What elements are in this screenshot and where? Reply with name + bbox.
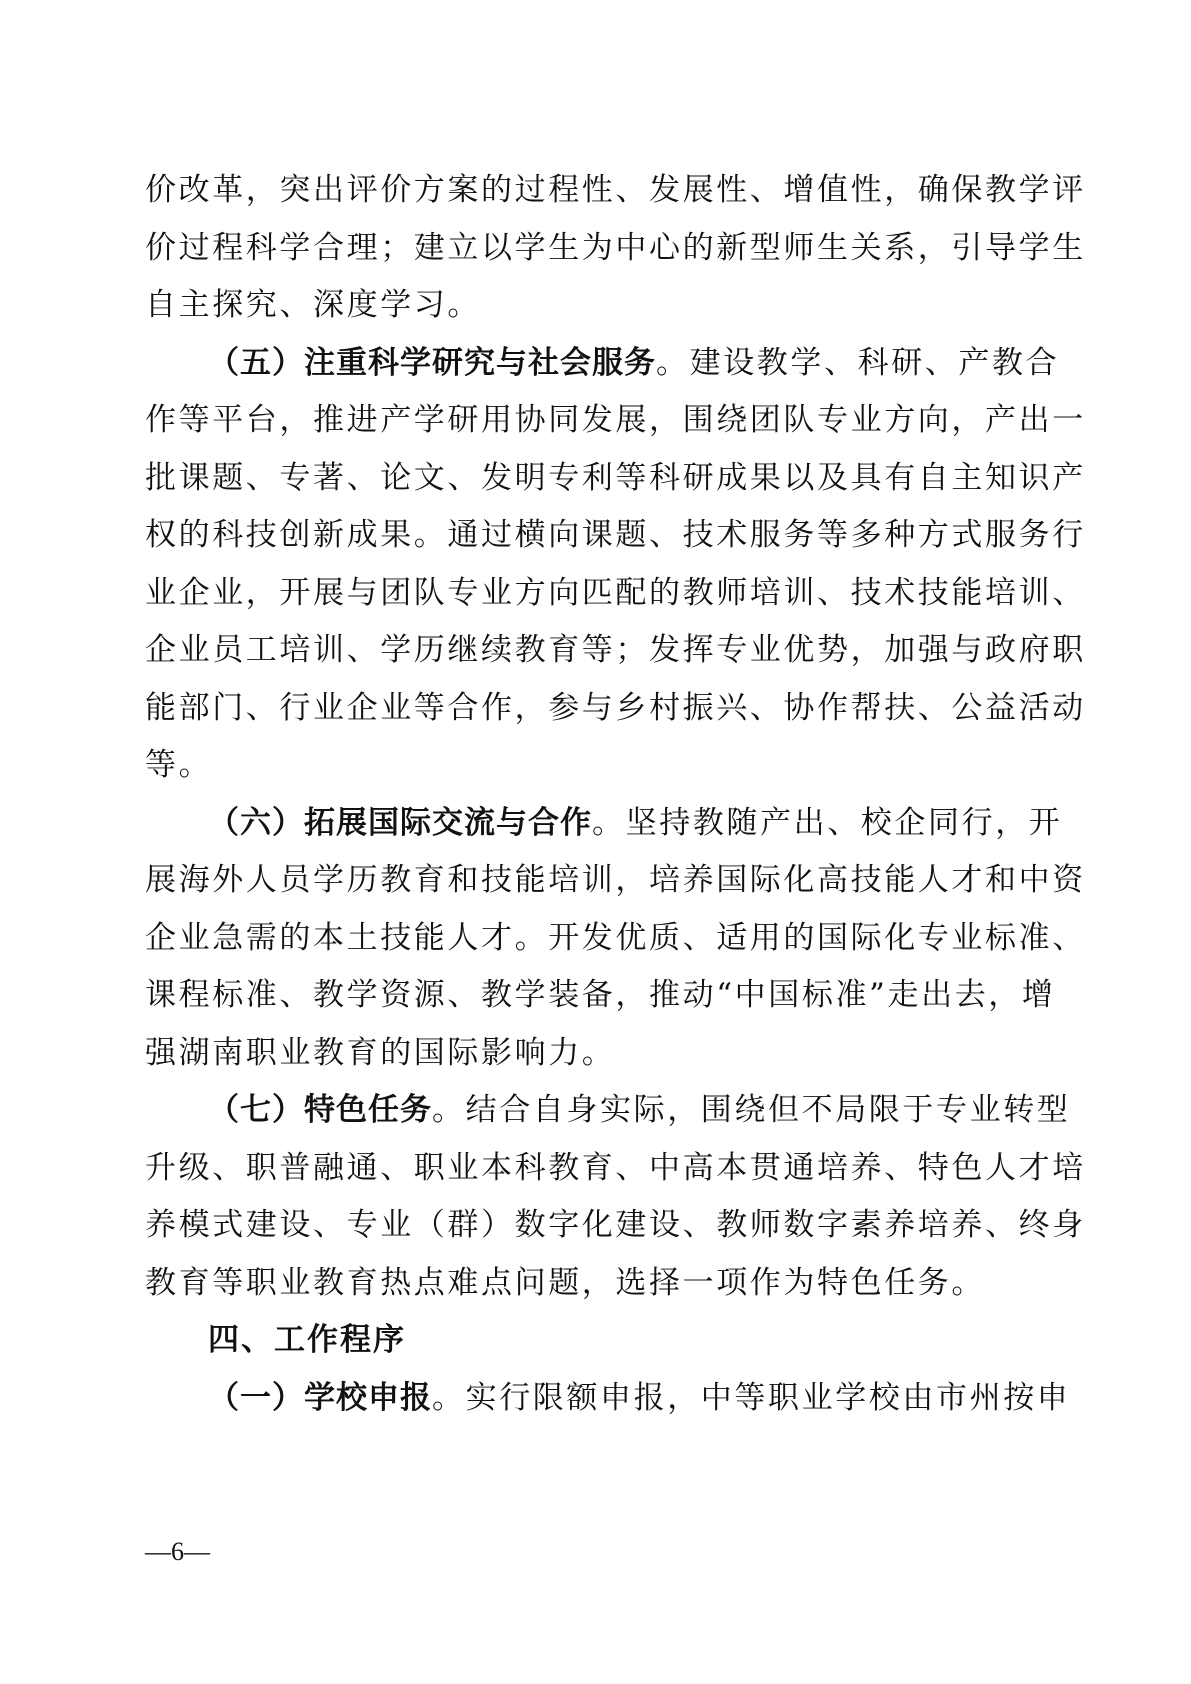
paragraph-7-text: 。结合自身实际，围绕但不局限于专业转型 <box>432 1092 1071 1128</box>
paragraph-6-heading: （六）拓展国际交流与合作 <box>208 805 592 841</box>
text-line: 作等平台，推进产学研用协同发展，围绕团队专业方向，产出一 <box>145 402 1086 438</box>
text-line: 价改革，突出评价方案的过程性、发展性、增值性，确保教学评 <box>145 172 1086 208</box>
text-line: 价过程科学合理；建立以学生为中心的新型师生关系，引导学生 <box>145 230 1086 266</box>
paragraph-7-first-line <box>208 1090 1108 1130</box>
text-line: 课程标准、教学资源、教学装备，推动“中国标准”走出去，增 <box>145 977 1056 1013</box>
text-line: 教育等职业教育热点难点问题，选择一项作为特色任务。 <box>145 1265 985 1301</box>
page-number: —6— <box>145 1537 210 1566</box>
text-line: 权的科技创新成果。通过横向课题、技术服务等多种方式服务行 <box>145 517 1086 553</box>
text-line: 能部门、行业企业等合作，参与乡村振兴、协作帮扶、公益活动 <box>145 690 1086 726</box>
text-line: 业企业，开展与团队专业方向匹配的教师培训、技术技能培训、 <box>145 575 1086 611</box>
text-line: 展海外人员学历教育和技能培训，培养国际化高技能人才和中资 <box>145 862 1086 898</box>
section-1-heading: （一）学校申报 <box>208 1380 432 1416</box>
text-line: 批课题、专著、论文、发明专利等科研成果以及具有自主知识产 <box>145 460 1086 496</box>
paragraph-5-first-line <box>208 343 1108 383</box>
text-line: 等。 <box>145 747 213 783</box>
text-line: 升级、职普融通、职业本科教育、中高本贯通培养、特色人才培 <box>145 1150 1086 1186</box>
section-1-text: 。实行限额申报，中等职业学校由市州按申 <box>432 1380 1071 1416</box>
section-heading: 四、工作程序 <box>208 1322 406 1358</box>
paragraph-5-heading: （五）注重科学研究与社会服务 <box>208 345 656 381</box>
paragraph-6-text: 。坚持教随产出、校企同行，开 <box>592 805 1063 841</box>
text-line: 企业员工培训、学历继续教育等；发挥专业优势，加强与政府职 <box>145 632 1086 668</box>
text-line: 企业急需的本土技能人才。开发优质、适用的国际化专业标准、 <box>145 920 1086 956</box>
text-line: 自主探究、深度学习。 <box>145 287 481 323</box>
paragraph-5-text: 。建设教学、科研、产教合 <box>656 345 1060 381</box>
text-line: 养模式建设、专业（群）数字化建设、教师数字素养培养、终身 <box>145 1207 1086 1243</box>
section-1-first-line <box>208 1378 1108 1418</box>
paragraph-6-first-line <box>208 803 1108 843</box>
paragraph-7-heading: （七）特色任务 <box>208 1092 432 1128</box>
text-line: 强湖南职业教育的国际影响力。 <box>145 1035 616 1071</box>
